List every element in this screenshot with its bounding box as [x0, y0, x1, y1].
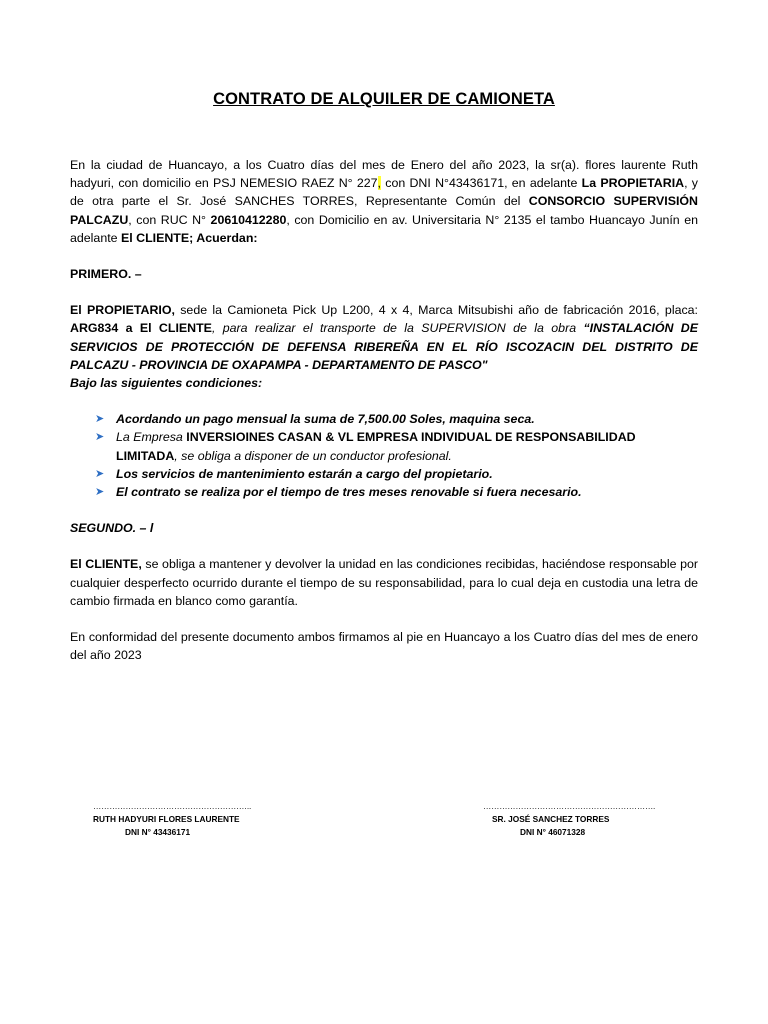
signature-block-right — [483, 800, 655, 839]
signer-name: RUTH HADYURI FLORES LAURENTE — [93, 814, 240, 824]
signature-line: ………………………………………………….. — [93, 801, 252, 811]
empresa-name: INVERSIOINES CASAN & VL EMPRESA INDIVIDUAL DE RESPONSABILIDAD LIMITADA — [116, 430, 636, 463]
arrow-bullet-icon: ➤ — [95, 486, 105, 499]
document-body — [70, 156, 698, 664]
intro-text-2: con DNI N°43436171, en adelante — [381, 176, 582, 191]
intro-text-5: , con Domicilio en av. Universitaria N° 2135 el tambo Huancayo Junín en adelante — [70, 212, 698, 245]
condition-2-text-1: La Empresa — [116, 430, 187, 445]
primero-text-1: sede la Camioneta Pick Up L200, 4 x 4, Marca Mitsubishi año de fabricación 2016, placa: — [174, 303, 698, 318]
placa-cliente: ARG834 a El CLIENTE — [70, 321, 212, 336]
signature-line: ………………………………………………………. — [483, 801, 656, 811]
propietaria-label: La PROPIETARIA — [581, 176, 685, 191]
intro-text-1: En la ciudad de Huancayo, a los Cuatro días del mes de Enero del año 2023, la sr(a). flores laurente Ruth hadyuri, con domicilio en PSJ NEMESIO RAEZ N° 227 — [70, 158, 698, 191]
segundo-paragraph — [70, 555, 698, 610]
list-item — [95, 483, 698, 501]
conditions-list — [95, 410, 698, 501]
list-item — [95, 465, 698, 483]
consorcio-name: CONSORCIO SUPERVISIÓN PALCAZU — [70, 194, 699, 227]
signature-block-left — [93, 800, 251, 839]
arrow-bullet-icon: ➤ — [95, 431, 105, 444]
condition-4: El contrato se realiza por el tiempo de tres meses renovable si fuera necesario. — [116, 485, 582, 500]
primero-heading: PRIMERO. – — [70, 267, 142, 282]
arrow-bullet-icon: ➤ — [95, 413, 105, 426]
document-title: CONTRATO DE ALQUILER DE CAMIONETA — [213, 90, 555, 108]
signer-dni: DNI N° 43436171 — [125, 827, 191, 837]
cliente-label: El CLIENTE, — [70, 557, 142, 572]
intro-text-4: , con RUC N° — [128, 212, 211, 227]
list-item — [95, 410, 698, 428]
segundo-heading: SEGUNDO. – l — [70, 521, 154, 536]
obra-name: “INSTALACIÓN DE SERVICIOS DE PROTECCIÓN DE DEFENSA RIBEREÑA EN EL RÍO ISCOZACIN DEL DISTRITO DE PALCAZU - PROVINCIA DE OXAPAMPA - DEPARTAMENTO DE PASCO" — [70, 321, 698, 372]
arrow-bullet-icon: ➤ — [95, 467, 105, 480]
list-item — [95, 428, 698, 464]
condition-3: Los servicios de mantenimiento estarán a cargo del propietario. — [116, 466, 493, 481]
highlighted-comma: , — [377, 176, 381, 191]
propietario-label: El PROPIETARIO, — [70, 303, 175, 318]
closing-paragraph: En conformidad del presente documento ambos firmamos al pie en Huancayo a los Cuatro días del mes de enero del año 2023 — [70, 630, 698, 663]
intro-paragraph — [70, 156, 698, 247]
condition-1: Acordando un pago mensual la suma de 7,500.00 Soles, maquina seca. — [116, 412, 535, 427]
ruc-number: 20610412280 — [210, 212, 287, 227]
primero-italic-1: , para realizar el transporte de la SUPERVISION de la obra — [211, 321, 584, 336]
primero-paragraph — [70, 301, 698, 392]
condition-2-text-2: , se obliga a disponer de un conductor profesional. — [174, 448, 452, 463]
segundo-text: se obliga a mantener y devolver la unidad en las condiciones recibidas, haciéndose responsable por cualquier desperfecto ocurrido durante el tiempo de su responsabilidad, para lo cual deja en custodia una letra de cambio firmada en blanco como garantía. — [70, 557, 698, 608]
cliente-acuerdan: El CLIENTE; Acuerdan: — [120, 230, 258, 245]
signer-name: SR. JOSÉ SANCHEZ TORRES — [492, 814, 610, 824]
intro-text-3: , y de otra parte el Sr. José SANCHES TORRES, Representante Común del — [70, 176, 698, 209]
signer-dni: DNI N° 46071328 — [520, 827, 586, 837]
condiciones-intro: Bajo las siguientes condiciones: — [70, 376, 263, 391]
